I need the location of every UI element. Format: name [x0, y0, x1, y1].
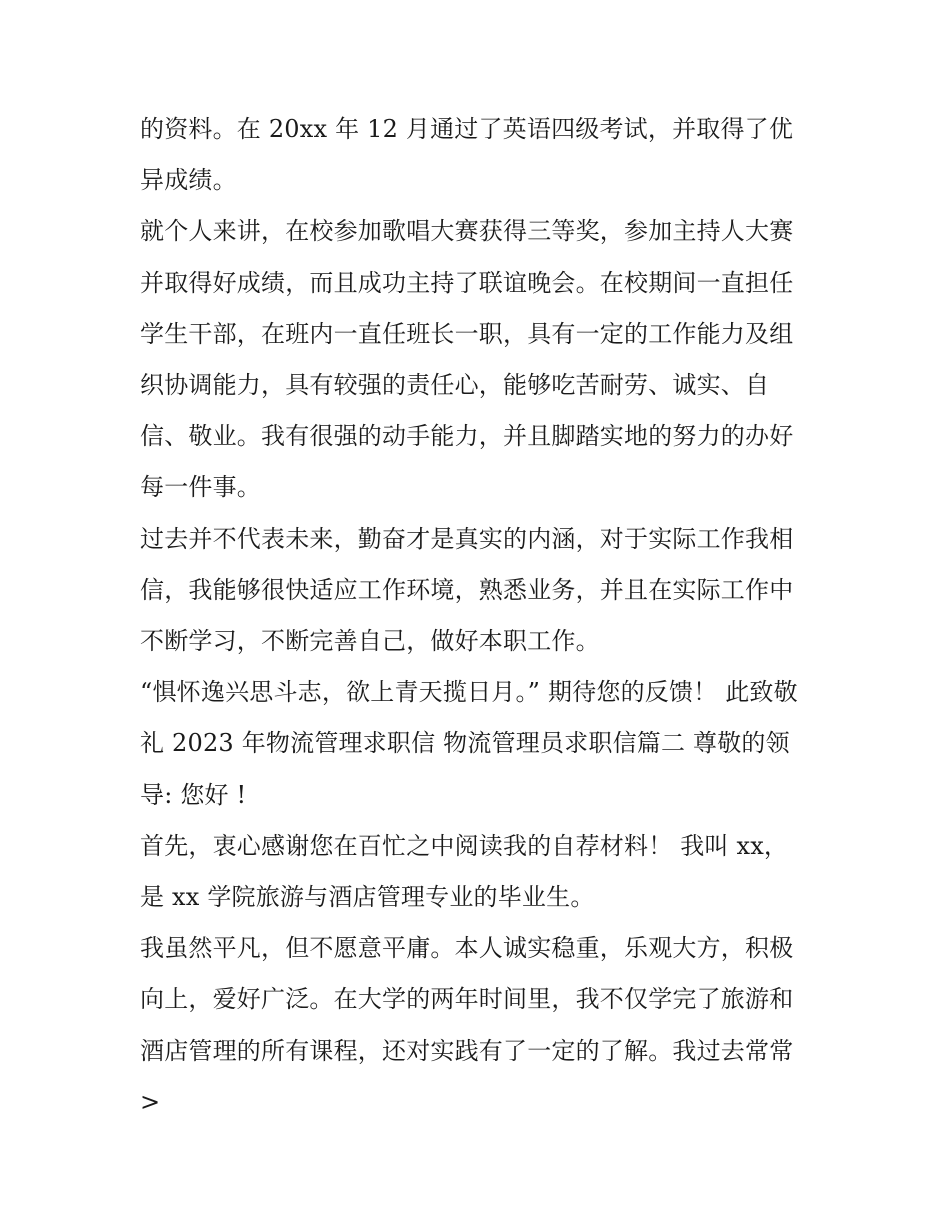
paragraph-4: “惧怀逸兴思斗志，欲上青天揽日月。” 期待您的反馈！ 此致敬礼 2023 年物流管理求职信 物流管理员求职信篇二 尊敬的领导: 您好 ! [140, 678, 798, 809]
paragraph-2: 就个人来讲，在校参加歌唱大赛获得三等奖，参加主持人大赛并取得好成绩，而且成功主持了联谊晚会。在校期间一直担任学生干部，在班内一直任班长一职，具有一定的工作能力及组织协调能力，具有较强的责任心，能够吃苦耐劳、诚实、自信、敬业。我有很强的动手能力，并且脚踏实地的努力的办好每一件事。 [140, 217, 794, 502]
continuation-marker: > [140, 1087, 161, 1116]
document-body [140, 104, 812, 1128]
paragraph-1: 的资料。在 20xx 年 12 月通过了英语四级考试，并取得了优异成绩。 [140, 115, 794, 195]
paragraph-3: 过去并不代表未来，勤奋才是真实的内涵，对于实际工作我相信，我能够很快适应工作环境，熟悉业务，并且在实际工作中不断学习，不断完善自己，做好本职工作。 [140, 524, 794, 656]
paragraph-6: 我虽然平凡，但不愿意平庸。本人诚实稳重，乐观大方，积极向上，爱好广泛。在大学的两年时间里，我不仅学完了旅游和酒店管理的所有课程，还对实践有了一定的了解。我过去常常 [140, 934, 794, 1065]
paragraph-5: 首先，衷心感谢您在百忙之中阅读我的自荐材料！ 我叫 xx，是 xx 学院旅游与酒店管理专业的毕业生。 [140, 831, 789, 912]
